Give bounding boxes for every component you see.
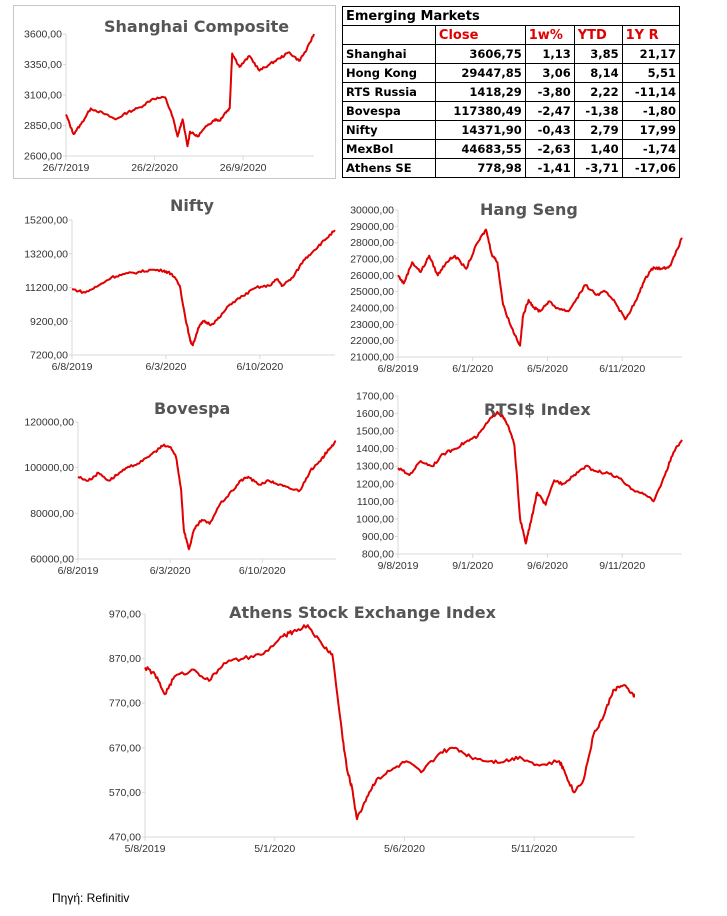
y-tick-label: 3350,00 (24, 59, 62, 71)
x-tick-label: 6/3/2020 (149, 565, 191, 577)
x-tick-label: 26/7/2019 (42, 162, 90, 174)
row-1w: -1,41 (525, 159, 574, 178)
row-1y: 21,17 (622, 45, 679, 64)
y-tick-label: 11200,00 (24, 282, 68, 294)
table-row (343, 45, 680, 64)
nifty-plot (10, 192, 340, 382)
chart-title: Bovespa (154, 399, 231, 418)
y-tick-label: 2600,00 (24, 150, 62, 163)
bovespa-chart (10, 395, 340, 585)
row-ytd: -3,71 (574, 159, 622, 178)
nifty-chart (10, 192, 340, 382)
y-tick-label: 28000,00 (350, 237, 394, 250)
chart-title: Athens Stock Exchange Index (229, 603, 496, 622)
y-tick-label: 80000,00 (30, 507, 74, 520)
y-tick-label: 800,00 (361, 548, 394, 561)
table-row (343, 102, 680, 121)
rts-series-line (398, 412, 682, 544)
header-name-cell (343, 26, 436, 45)
header-close: Close (435, 26, 525, 45)
y-tick-label: 23000,00 (350, 318, 394, 331)
table-title: Emerging Markets (343, 7, 680, 26)
row-ytd: -1,38 (574, 102, 622, 121)
row-name: Nifty (343, 121, 436, 140)
y-tick-label: 120000,00 (24, 416, 74, 429)
x-tick-label: 9/1/2020 (452, 560, 494, 572)
rts-chart (340, 390, 685, 580)
x-tick-label: 9/11/2020 (599, 560, 646, 572)
row-1y: 5,51 (622, 64, 679, 83)
table-row (343, 140, 680, 159)
athens-chart (90, 600, 635, 870)
y-tick-label: 30000,00 (350, 204, 394, 217)
row-close: 29447,85 (435, 64, 525, 83)
x-tick-label: 6/8/2019 (57, 565, 99, 577)
athens-plot (90, 600, 635, 870)
y-tick-label: 1500,00 (356, 425, 394, 438)
source-note: Πηγή: Refinitiv (52, 891, 130, 905)
y-tick-label: 570,00 (108, 786, 141, 799)
y-tick-label: 670,00 (108, 742, 141, 755)
y-tick-label: 770,00 (108, 697, 141, 710)
y-tick-label: 970,00 (108, 608, 141, 621)
y-tick-label: 26000,00 (350, 269, 394, 282)
row-1y: 17,99 (622, 121, 679, 140)
y-tick-label: 15200,00 (24, 214, 68, 227)
row-name: Shanghai (343, 45, 436, 64)
row-1y: -11,14 (622, 83, 679, 102)
y-tick-label: 1100,00 (356, 495, 394, 508)
emerging-markets-table (342, 6, 680, 178)
row-close: 1418,29 (435, 83, 525, 102)
row-close: 778,98 (435, 159, 525, 178)
y-tick-label: 1600,00 (356, 408, 394, 421)
y-tick-label: 21000,00 (350, 351, 394, 364)
x-tick-label: 6/10/2020 (236, 361, 284, 373)
y-tick-label: 1200,00 (356, 478, 394, 491)
y-tick-label: 3100,00 (24, 89, 62, 102)
y-tick-label: 25000,00 (350, 286, 394, 299)
row-close: 3606,75 (435, 45, 525, 64)
y-tick-label: 1000,00 (356, 513, 394, 526)
x-tick-label: 6/3/2020 (145, 361, 187, 373)
row-name: RTS Russia (343, 83, 436, 102)
row-1w: -0,43 (525, 121, 574, 140)
y-tick-label: 900,00 (361, 530, 394, 543)
row-1w: -2,47 (525, 102, 574, 121)
x-tick-label: 26/9/2020 (219, 162, 267, 174)
y-tick-label: 100000,00 (24, 462, 74, 475)
chart-title: RTSI$ Index (484, 400, 591, 419)
header-ytd: YTD (574, 26, 622, 45)
row-1w: -2,63 (525, 140, 574, 159)
x-tick-label: 5/6/2020 (384, 843, 425, 855)
table-row (343, 121, 680, 140)
header-1w: 1w% (525, 26, 574, 45)
x-tick-label: 6/8/2019 (377, 363, 419, 375)
table-row (343, 83, 680, 102)
shanghai-series-line (66, 34, 314, 146)
hangseng-plot (340, 192, 685, 382)
x-tick-label: 26/2/2020 (131, 162, 178, 174)
row-1w: 3,06 (525, 64, 574, 83)
chart-title: Hang Seng (480, 200, 578, 219)
row-name: Athens SE (343, 159, 436, 178)
x-tick-label: 5/8/2019 (124, 843, 166, 855)
row-1y: -1,74 (622, 140, 679, 159)
row-name: MexBol (343, 140, 436, 159)
y-tick-label: 1300,00 (356, 460, 394, 473)
row-name: Hong Kong (343, 64, 436, 83)
row-close: 117380,49 (435, 102, 525, 121)
y-tick-label: 9200,00 (30, 315, 68, 328)
x-tick-label: 5/1/2020 (254, 843, 296, 855)
row-close: 44683,55 (435, 140, 525, 159)
x-tick-label: 9/8/2019 (377, 560, 419, 572)
x-tick-label: 6/5/2020 (527, 363, 568, 375)
y-tick-label: 870,00 (108, 653, 141, 666)
row-ytd: 1,40 (574, 140, 622, 159)
y-tick-label: 470,00 (108, 831, 141, 844)
table-row (343, 159, 680, 178)
table-row (343, 64, 680, 83)
row-1w: -3,80 (525, 83, 574, 102)
athens-series-line (145, 625, 635, 819)
hangseng-series-line (398, 230, 682, 346)
shanghai-chart (14, 6, 334, 178)
row-1y: -1,80 (622, 102, 679, 121)
row-ytd: 2,22 (574, 83, 622, 102)
hangseng-chart (340, 192, 685, 382)
x-tick-label: 6/1/2020 (452, 363, 494, 375)
y-tick-label: 1700,00 (356, 390, 394, 403)
y-tick-label: 27000,00 (350, 253, 394, 266)
header-1y: 1Y R (622, 26, 679, 45)
x-tick-label: 5/11/2020 (511, 843, 558, 855)
row-1w: 1,13 (525, 45, 574, 64)
y-tick-label: 2850,00 (24, 120, 62, 132)
row-ytd: 8,14 (574, 64, 622, 83)
chart-title: Nifty (170, 196, 214, 215)
bovespa-plot (10, 395, 340, 585)
row-ytd: 3,85 (574, 45, 622, 64)
chart-title: Shanghai Composite (104, 17, 290, 36)
y-tick-label: 22000,00 (350, 335, 394, 348)
y-tick-label: 1400,00 (356, 443, 394, 456)
row-close: 14371,90 (435, 121, 525, 140)
y-tick-label: 7200,00 (30, 349, 68, 362)
nifty-series-line (72, 230, 335, 345)
y-tick-label: 24000,00 (350, 302, 394, 315)
x-tick-label: 6/11/2020 (599, 363, 646, 375)
x-tick-label: 6/10/2020 (238, 565, 286, 577)
row-name: Bovespa (343, 102, 436, 121)
row-ytd: 2,79 (574, 121, 622, 140)
x-tick-label: 6/8/2019 (51, 361, 93, 373)
y-tick-label: 29000,00 (350, 220, 394, 233)
x-tick-label: 9/6/2020 (527, 560, 568, 572)
bovespa-series-line (78, 441, 336, 549)
table-header-row (343, 26, 680, 45)
y-tick-label: 60000,00 (30, 553, 74, 566)
y-tick-label: 3600,00 (24, 28, 62, 41)
y-tick-label: 13200,00 (24, 248, 68, 261)
row-1y: -17,06 (622, 159, 679, 178)
